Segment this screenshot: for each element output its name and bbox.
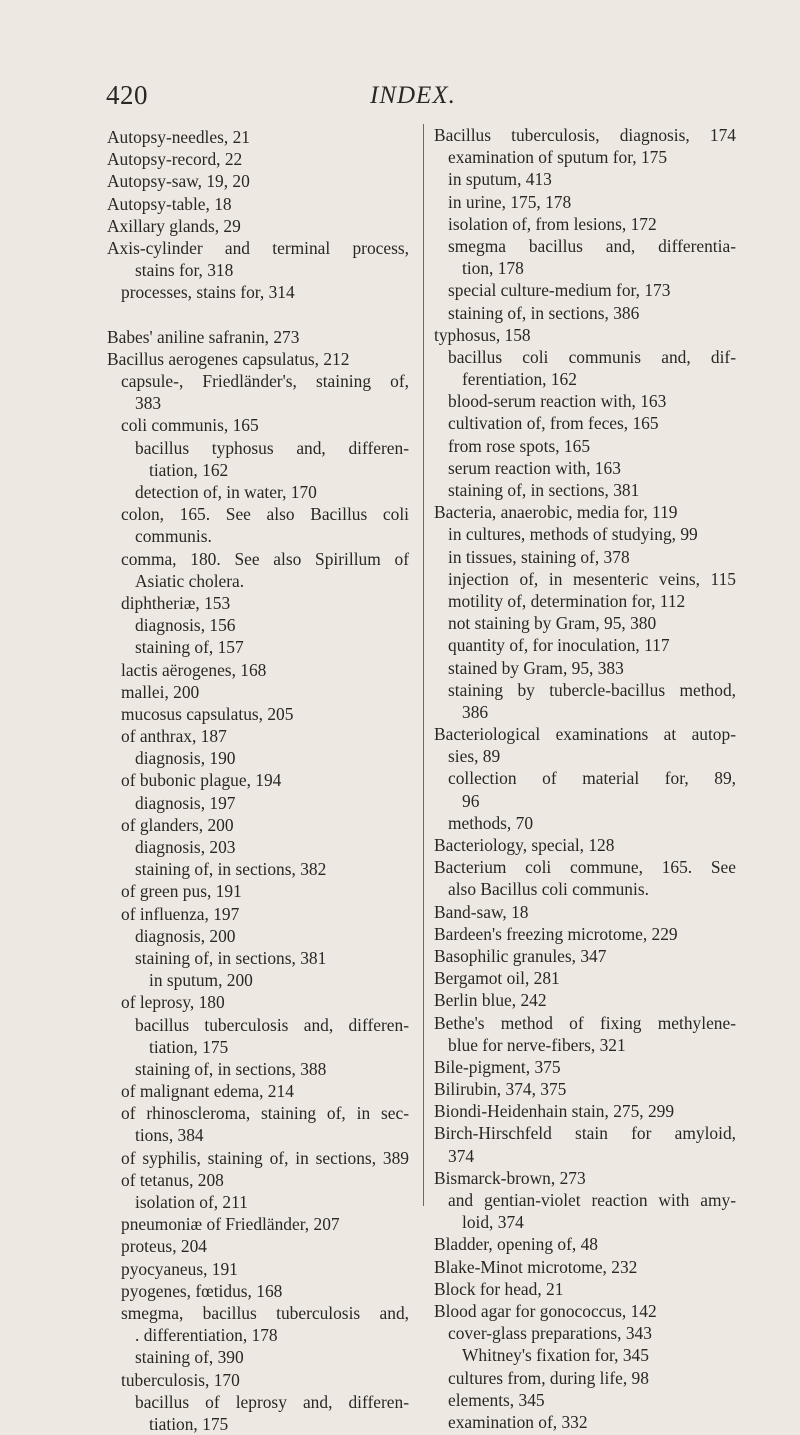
index-entry: stains for, 318 xyxy=(135,260,234,281)
index-entry: serum reaction with, 163 xyxy=(448,457,621,478)
index-entry: in sputum, 413 xyxy=(448,169,552,190)
index-entry: stained by Gram, 95, 383 xyxy=(448,657,624,678)
index-entry: in tissues, staining of, 378 xyxy=(448,546,630,567)
index-entry: Autopsy-record, 22 xyxy=(107,149,243,170)
index-entry: 383 xyxy=(135,393,162,414)
index-entry: Autopsy-saw, 19, 20 xyxy=(107,171,250,192)
index-entry: staining of, in sections, 381 xyxy=(448,480,640,500)
index-entry: Bergamot oil, 281 xyxy=(434,968,560,989)
index-entry: Biondi-Heidenhain stain, 275, 299 xyxy=(434,1101,675,1122)
index-entry: of leprosy, 180 xyxy=(121,992,225,1013)
index-column-right xyxy=(423,124,736,1432)
index-entry: Berlin blue, 242 xyxy=(434,990,547,1011)
index-entry: tiation, 175 xyxy=(149,1036,229,1057)
index-entry: examination of sputum for, 175 xyxy=(448,147,668,168)
index-entry: of anthrax, 187 xyxy=(121,726,227,747)
index-entry: Bile-pigment, 375 xyxy=(434,1056,561,1077)
index-entry: Bacillus tuberculosis, diagnosis, 174 xyxy=(434,125,736,145)
index-entry: of tetanus, 208 xyxy=(121,1169,224,1190)
index-entry: of influenza, 197 xyxy=(121,903,240,924)
index-entry: in sputum, 200 xyxy=(149,970,253,991)
index-entry: loid, 374 xyxy=(462,1212,524,1233)
index-entry: tiation, 162 xyxy=(149,459,229,480)
index-entry: lactis aërogenes, 168 xyxy=(121,659,267,680)
index-entry: . differentiation, 178 xyxy=(135,1325,278,1346)
index-entry: Autopsy-needles, 21 xyxy=(107,127,250,147)
index-entry: Blood agar for gonococcus, 142 xyxy=(434,1300,657,1321)
index-entry: smegma bacillus and, differentia- xyxy=(448,235,736,256)
page-header xyxy=(0,80,800,112)
index-entry: collection of material for, 89, xyxy=(448,768,736,789)
index-entry: staining of, in sections, 386 xyxy=(448,302,640,323)
index-entry: Bacteriology, special, 128 xyxy=(434,835,615,855)
page-number: 420 xyxy=(106,80,148,110)
index-entry: of bubonic plague, 194 xyxy=(121,770,282,791)
index-entry: methods, 70 xyxy=(448,812,534,833)
index-entry: injection of, in mesenteric veins, 115 xyxy=(448,568,736,589)
index-entry: 96 xyxy=(462,790,480,811)
index-entry: of malignant edema, 214 xyxy=(121,1081,294,1102)
index-entry: Bacterium coli commune, 165. See xyxy=(434,857,736,878)
index-entry: Bismarck-brown, 273 xyxy=(434,1167,586,1188)
index-entry: smegma, bacillus tuberculosis and, xyxy=(121,1302,409,1323)
index-entry: staining of, 157 xyxy=(135,637,244,658)
index-entry: of syphilis, staining of, in sections, 389 xyxy=(121,1147,409,1168)
index-entry: staining of, in sections, 388 xyxy=(135,1058,327,1079)
index-entry: Birch-Hirschfeld stain for amyloid, xyxy=(434,1123,736,1144)
index-entry: mallei, 200 xyxy=(121,681,200,702)
index-entry: Bacteria, anaerobic, media for, 119 xyxy=(434,502,678,523)
index-entry: diagnosis, 203 xyxy=(135,837,236,857)
index-entry: diphtheriæ, 153 xyxy=(121,592,231,613)
index-entry: Basophilic granules, 347 xyxy=(434,945,607,966)
index-entry: Axis-cylinder and terminal process, xyxy=(107,237,409,258)
index-entry: Band-saw, 18 xyxy=(434,901,529,922)
index-entry: diagnosis, 190 xyxy=(135,748,236,769)
index-entry: Asiatic cholera. xyxy=(135,570,245,591)
index-entry: staining of, 390 xyxy=(135,1347,244,1368)
index-entry: elements, 345 xyxy=(448,1389,545,1410)
index-entry: tion, 178 xyxy=(462,258,524,279)
index-entry: motility of, determination for, 112 xyxy=(448,590,686,611)
index-entry: blue for nerve-fibers, 321 xyxy=(448,1034,626,1055)
index-entry: colon, 165. See also Bacillus coli xyxy=(121,504,409,525)
index-entry: ferentiation, 162 xyxy=(462,369,577,390)
index-entry: also Bacillus coli communis. xyxy=(448,879,649,900)
index-entry: Whitney's fixation for, 345 xyxy=(462,1345,649,1366)
index-entry: diagnosis, 156 xyxy=(135,615,236,636)
index-entry: processes, stains for, 314 xyxy=(121,282,295,303)
index-entry: Bacillus aerogenes capsulatus, 212 xyxy=(107,348,350,369)
index-entry: in urine, 175, 178 xyxy=(448,191,572,212)
index-entry: cultures from, during life, 98 xyxy=(448,1367,649,1388)
index-entry: quantity of, for inoculation, 117 xyxy=(448,635,670,656)
index-entry: Bacteriological examinations at autop- xyxy=(434,724,736,745)
index-entry xyxy=(107,304,409,326)
index-entry: and gentian-violet reaction with amy- xyxy=(448,1190,736,1210)
index-entry: tuberculosis, 170 xyxy=(121,1369,240,1390)
index-entry: Bilirubin, 374, 375 xyxy=(434,1079,567,1100)
index-entry: proteus, 204 xyxy=(121,1236,207,1257)
index-entry: cover-glass preparations, 343 xyxy=(448,1323,652,1344)
index-entry: staining by tubercle-bacillus method, xyxy=(448,679,736,700)
index-entry: capsule-, Friedländer's, staining of, xyxy=(121,371,409,392)
index-entry: tiation, 175 xyxy=(149,1413,229,1434)
index-entry: bacillus coli communis and, dif- xyxy=(448,346,736,367)
index-entry: isolation of, from lesions, 172 xyxy=(448,213,657,234)
index-entry: Axillary glands, 29 xyxy=(107,215,241,236)
index-entry: bacillus typhosus and, differen- xyxy=(135,437,409,458)
index-entry: staining of, in sections, 382 xyxy=(135,859,327,880)
index-entry: Bladder, opening of, 48 xyxy=(434,1234,598,1255)
index-entry: bacillus of leprosy and, differen- xyxy=(135,1391,409,1412)
index-entry: staining of, in sections, 381 xyxy=(135,947,327,968)
index-entry: Bethe's method of fixing methylene- xyxy=(434,1012,736,1033)
index-entry: of glanders, 200 xyxy=(121,814,234,835)
index-entry: bacillus tuberculosis and, differen- xyxy=(135,1014,409,1035)
index-entry: examination of, 332 xyxy=(448,1411,588,1432)
index-entry: detection of, in water, 170 xyxy=(135,482,317,502)
index-entry: mucosus capsulatus, 205 xyxy=(121,703,294,724)
index-column-left xyxy=(107,126,409,1435)
index-entry: tions, 384 xyxy=(135,1125,204,1146)
index-entry: Block for head, 21 xyxy=(434,1278,564,1299)
index-entry: diagnosis, 197 xyxy=(135,792,236,813)
index-entry: pyocyaneus, 191 xyxy=(121,1258,238,1279)
index-entry: 374 xyxy=(448,1145,475,1166)
index-entry: pyogenes, fœtidus, 168 xyxy=(121,1280,283,1301)
index-entry: not staining by Gram, 95, 380 xyxy=(448,613,657,634)
index-entry: Babes' aniline safranin, 273 xyxy=(107,326,300,347)
index-entry: from rose spots, 165 xyxy=(448,435,591,456)
index-entry: typhosus, 158 xyxy=(434,324,531,345)
index-entry: diagnosis, 200 xyxy=(135,925,236,946)
index-entry: blood-serum reaction with, 163 xyxy=(448,391,667,412)
running-title: INDEX. xyxy=(370,82,456,109)
index-entry: Bardeen's freezing microtome, 229 xyxy=(434,923,678,944)
index-entry: of green pus, 191 xyxy=(121,881,242,902)
index-entry: of rhinoscleroma, staining of, in sec- xyxy=(121,1103,409,1124)
index-entry: pneumoniæ of Friedländer, 207 xyxy=(121,1214,340,1235)
index-entry: 386 xyxy=(462,701,489,722)
index-entry: special culture-medium for, 173 xyxy=(448,280,671,301)
index-entry: sies, 89 xyxy=(448,746,501,767)
index-entry: Autopsy-table, 18 xyxy=(107,193,232,214)
index-entry: Blake-Minot microtome, 232 xyxy=(434,1256,638,1277)
index-entry: comma, 180. See also Spirillum of xyxy=(121,548,409,569)
index-entry: coli communis, 165 xyxy=(121,415,259,436)
index-entry: cultivation of, from feces, 165 xyxy=(448,413,659,434)
index-entry: communis. xyxy=(135,526,212,547)
index-entry: in cultures, methods of studying, 99 xyxy=(448,524,698,545)
index-entry: isolation of, 211 xyxy=(135,1192,248,1212)
